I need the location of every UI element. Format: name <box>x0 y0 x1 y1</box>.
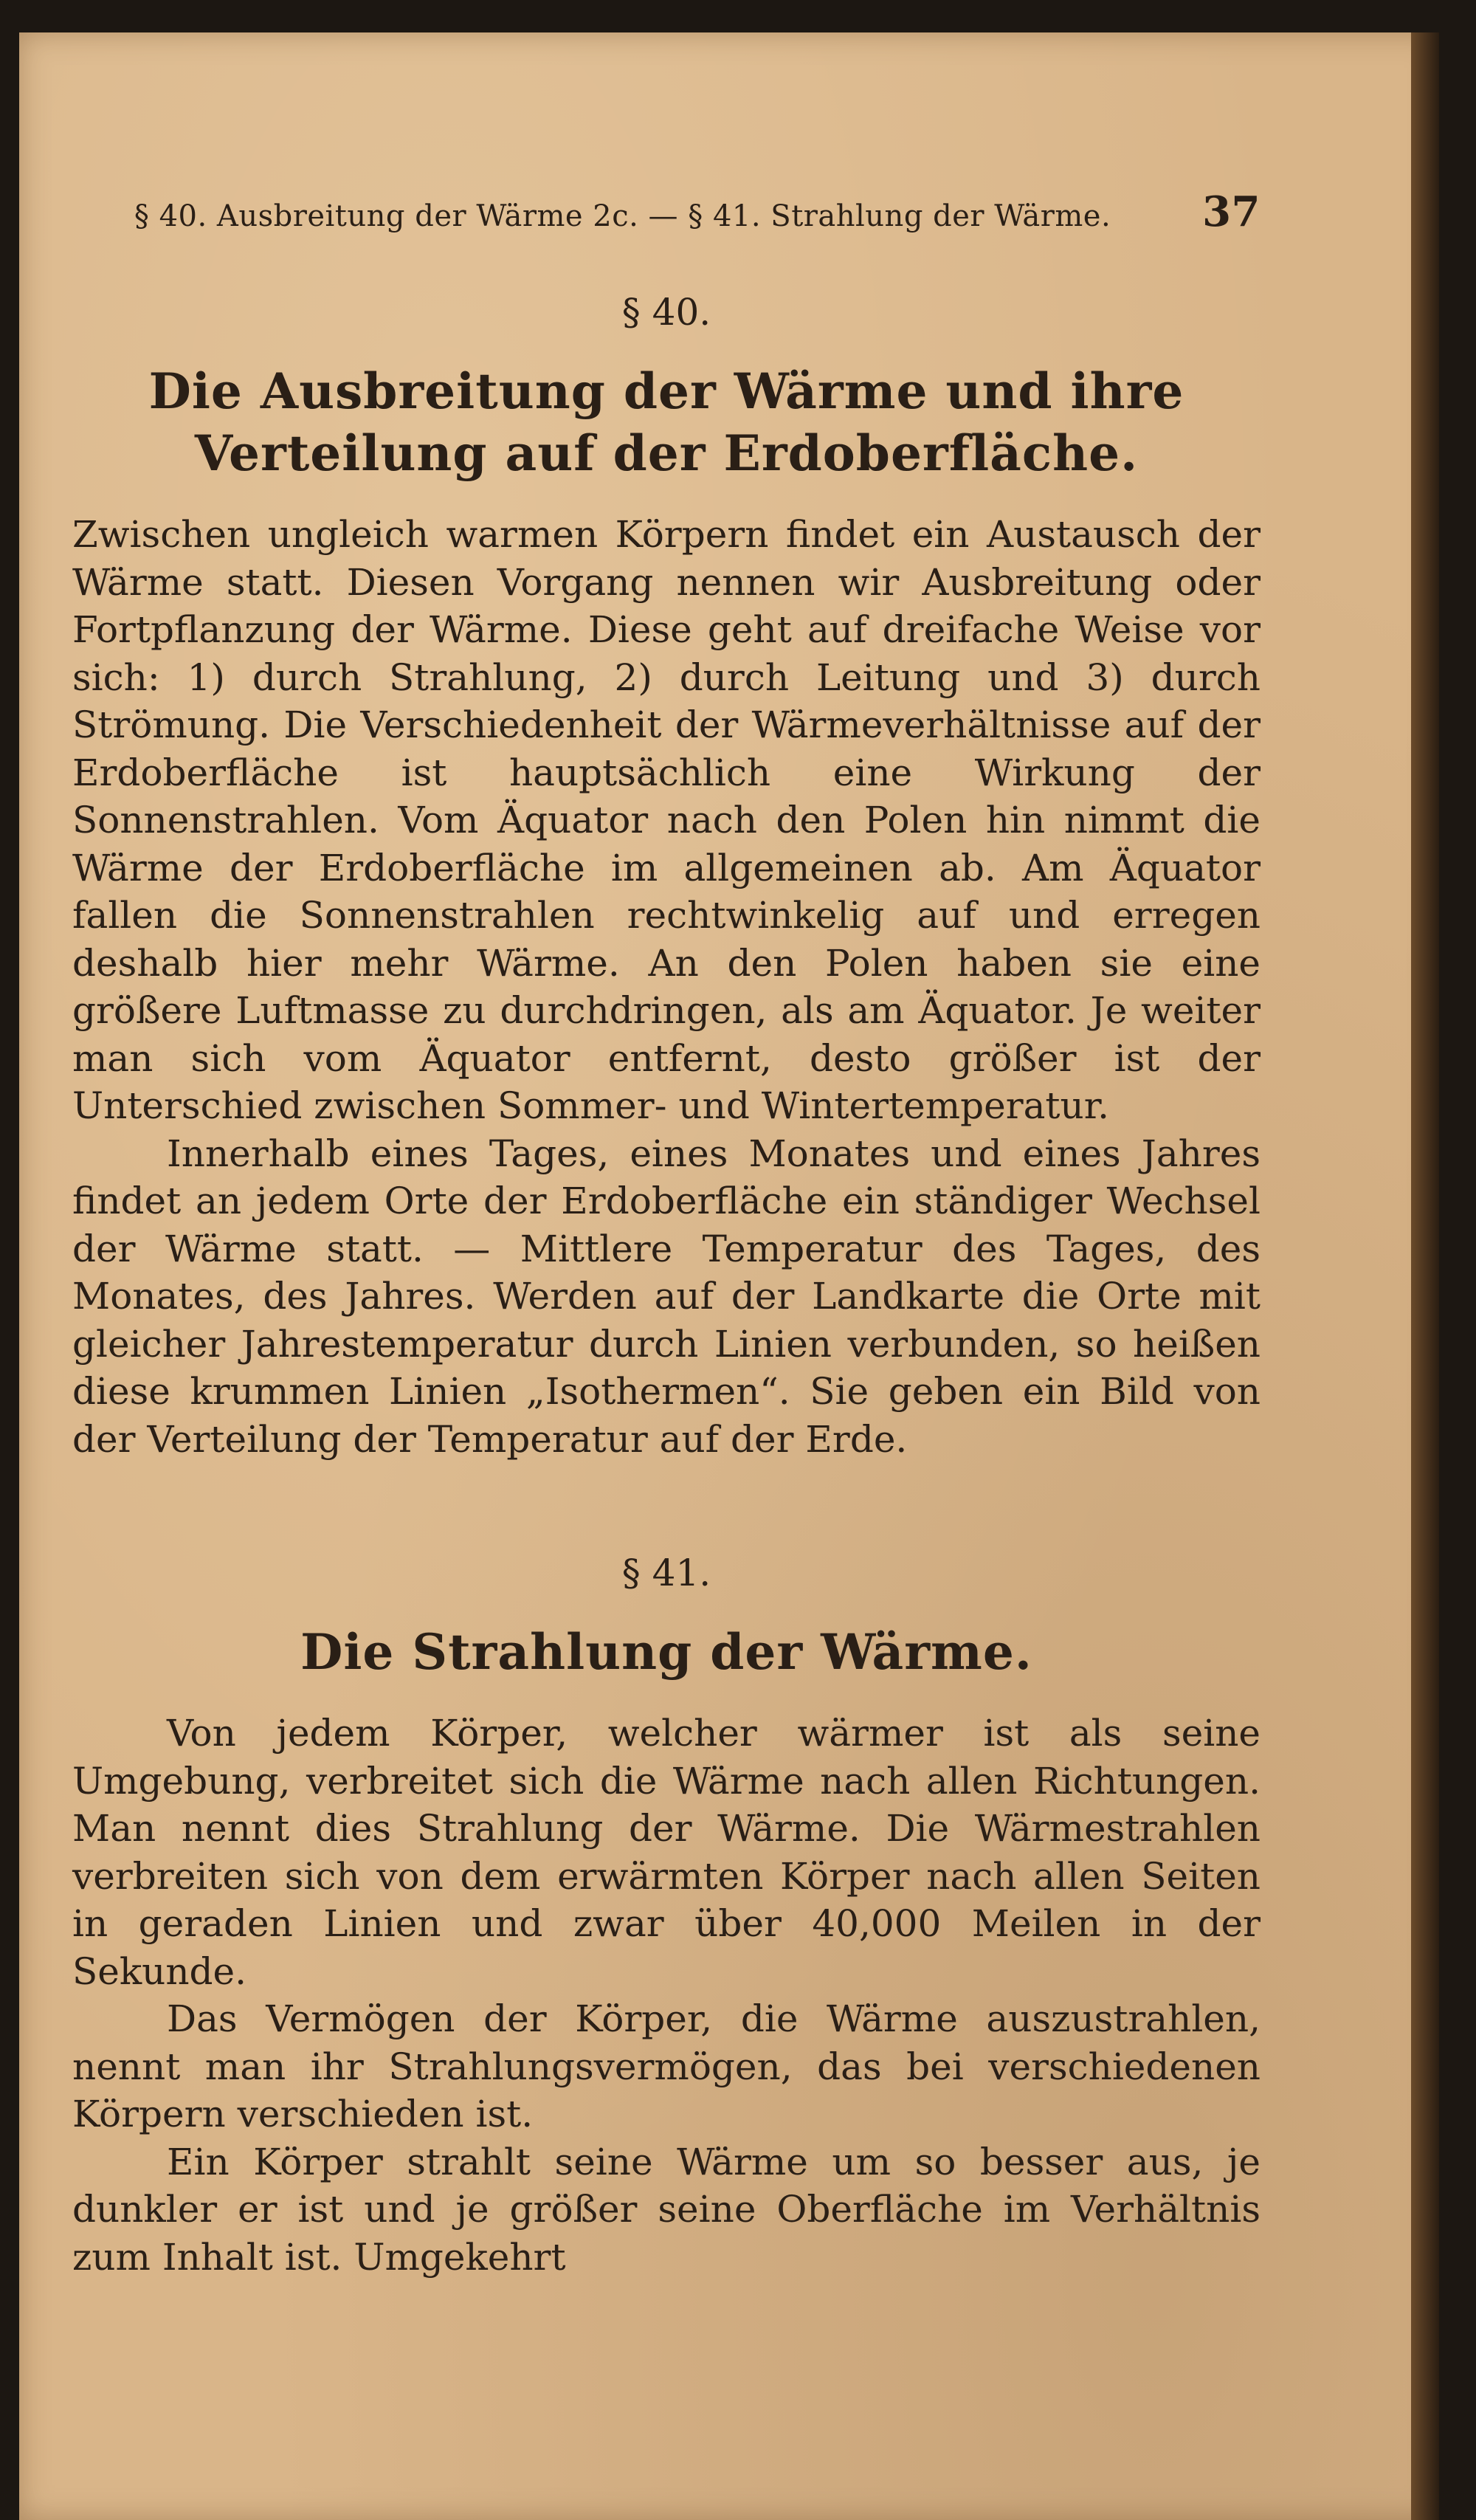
running-head-title: § 40. Ausbreitung der Wärme 2c. — § 41. Strahlung der Wärme. <box>134 199 1111 233</box>
section-40-paragraph-2: Innerhalb eines Tages, eines Monates und eines Jahres findet an jedem Orte der Erdoberfläche ein ständiger Wechsel der Wärme statt. — Mittlere Temperatur des Tages, des Monates, des Jahres. Werden auf der Landkarte die Orte mit gleicher Jahrestemperatur durch Linien verbunden, so heißen diese krummen Linien „Isothermen“. Sie geben ein Bild von der Verteilung der Temperatur auf der Erde. <box>72 1132 1261 1461</box>
running-head <box>72 187 1261 239</box>
section-41-number: § 41. <box>621 1552 711 1594</box>
section-41-title: Die Strahlung der Wärme. <box>300 1623 1032 1681</box>
page-content <box>72 187 1261 2281</box>
section-40-paragraph-1: Zwischen ungleich warmen Körpern findet ein Austausch der Wärme statt. Diesen Vorgang nennen wir Ausbreitung oder Fortpflanzung der Wärme. Diese geht auf dreifache Weise vor sich: 1) durch Strahlung, 2) durch Leitung und 3) durch Strömung. Die Verschiedenheit der Wärmeverhältnisse auf der Erdoberfläche ist hauptsächlich eine Wirkung der Sonnenstrahlen. Vom Äquator nach den Polen hin nimmt die Wärme der Erdoberfläche im allgemeinen ab. Am Äquator fallen die Sonnenstrahlen rechtwinkelig auf und erregen deshalb hier mehr Wärme. An den Polen haben sie eine größere Luftmasse zu durchdringen, als am Äquator. Je weiter man sich vom Äquator entfernt, desto größer ist der Unterschied zwischen Sommer- und Wintertemperatur. <box>72 513 1261 1127</box>
book-page <box>19 32 1439 2520</box>
section-40-number: § 40. <box>621 291 711 334</box>
section-41-paragraph-3: Ein Körper strahlt seine Wärme um so besser aus, je dunkler er ist und je größer seine Oberfläche im Verhältnis zum Inhalt ist. Umgekehrt <box>72 2140 1261 2279</box>
section-41-paragraph-1: Von jedem Körper, welcher wärmer ist als seine Umgebung, verbreitet sich die Wärme nach allen Richtungen. Man nennt dies Strahlung der Wärme. Die Wärmestrahlen verbreiten sich von dem erwärmten Körper nach allen Seiten in geraden Linien und zwar über 40,000 Meilen in der Sekunde. <box>72 1712 1261 1993</box>
section-41-paragraph-2: Das Vermögen der Körper, die Wärme auszustrahlen, nennt man ihr Strahlungsvermögen, das bei verschiedenen Körpern verschieden ist. <box>72 1997 1261 2135</box>
section-40-title: Die Ausbreitung der Wärme und ihre Verteilung auf der Erdoberfläche. <box>148 362 1184 482</box>
book-spine <box>1411 32 1439 2520</box>
page-number: 37 <box>1202 187 1261 236</box>
section-gap <box>72 1463 1261 1552</box>
